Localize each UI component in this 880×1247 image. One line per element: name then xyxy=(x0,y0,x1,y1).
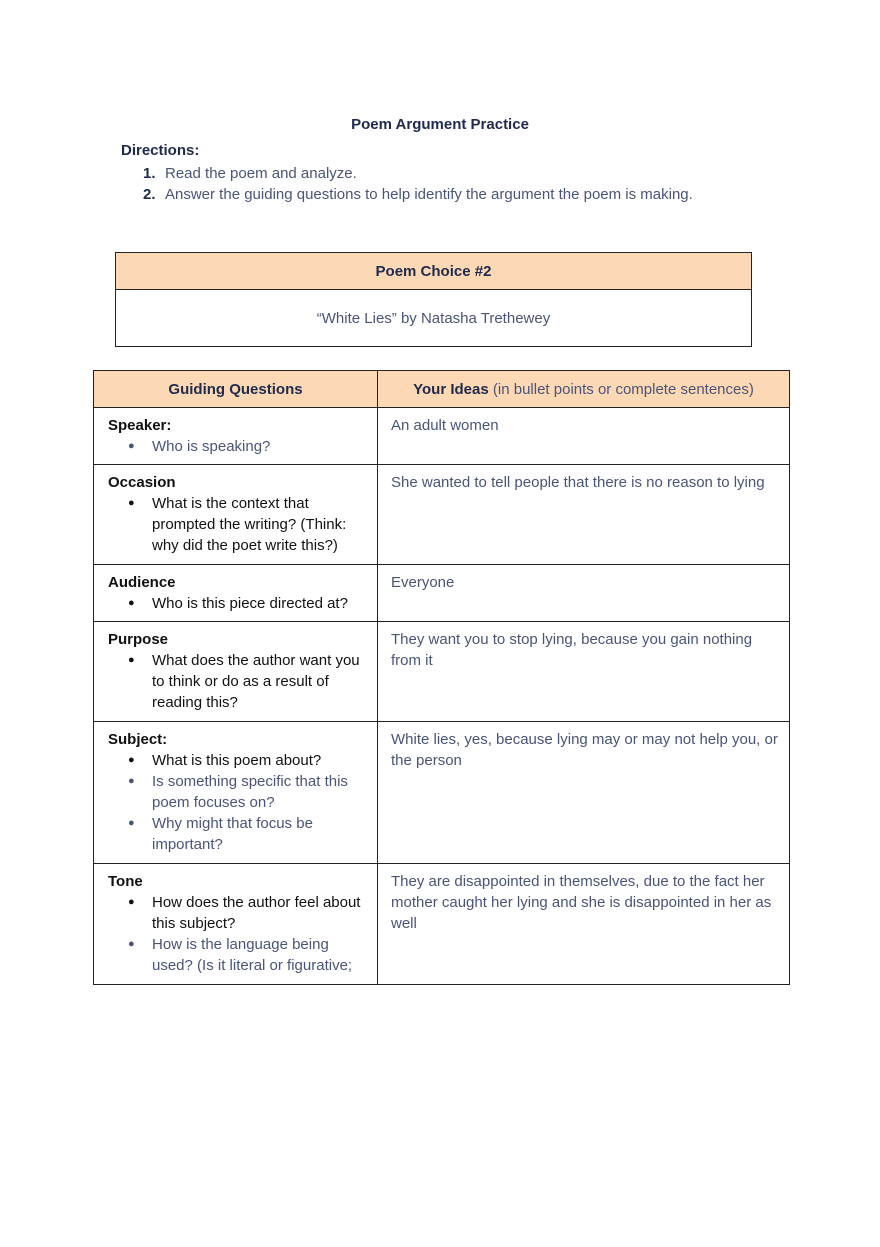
answer-cell: They want you to stop lying, because you gain nothing from it xyxy=(378,622,790,722)
question-item: ● How is the language being used? (Is it literal or figurative; xyxy=(108,934,373,976)
table-row xyxy=(94,864,790,985)
question-list xyxy=(108,892,373,976)
answer-cell: They are disappointed in themselves, due to the fact her mother caught her lying and she is disappointed in her as well xyxy=(378,864,790,985)
poem-choice-table xyxy=(115,252,752,347)
poem-title: “White Lies” by Natasha Trethewey xyxy=(116,290,752,347)
guiding-questions-table xyxy=(93,370,790,985)
row-label: Occasion xyxy=(108,474,176,491)
question-item: ● Who is this piece directed at? xyxy=(108,593,373,614)
directions-label: Directions: xyxy=(121,142,200,159)
direction-item xyxy=(143,184,693,205)
table-row xyxy=(94,465,790,565)
poem-choice-header: Poem Choice #2 xyxy=(116,253,752,290)
direction-text: Read the poem and analyze. xyxy=(165,165,357,182)
question-item: ● What is the context that prompted the writing? (Think: why did the poet write this?) xyxy=(108,493,373,556)
your-ideas-hint: (in bullet points or complete sentences) xyxy=(492,380,754,398)
table-row xyxy=(94,408,790,465)
question-item: ● Why might that focus be important? xyxy=(108,813,373,855)
direction-number: 2. xyxy=(143,186,156,203)
question-list xyxy=(108,436,373,457)
answer-cell: Everyone xyxy=(378,565,790,622)
question-item: ● What does the author want you to think or do as a result of reading this? xyxy=(108,650,373,713)
question-cell xyxy=(94,864,378,985)
table-row xyxy=(94,622,790,722)
question-cell xyxy=(94,565,378,622)
row-label: Speaker: xyxy=(108,417,172,434)
row-label: Tone xyxy=(108,873,143,890)
page-title: Poem Argument Practice xyxy=(351,116,529,133)
guiding-questions-header: Guiding Questions xyxy=(94,371,378,408)
question-list xyxy=(108,493,373,556)
question-item: ● Who is speaking? xyxy=(108,436,373,457)
direction-number: 1. xyxy=(143,165,156,182)
question-item: ● How does the author feel about this subject? xyxy=(108,892,373,934)
your-ideas-header xyxy=(378,371,790,408)
question-item: ● Is something specific that this poem focuses on? xyxy=(108,771,373,813)
question-list xyxy=(108,593,373,614)
question-cell xyxy=(94,465,378,565)
row-label: Purpose xyxy=(108,631,169,648)
question-cell xyxy=(94,622,378,722)
question-cell xyxy=(94,722,378,864)
direction-text: Answer the guiding questions to help identify the argument the poem is making. xyxy=(165,186,693,203)
your-ideas-bold: Your Ideas xyxy=(413,380,489,398)
question-list xyxy=(108,750,373,855)
row-label: Audience xyxy=(108,574,176,591)
answer-cell: She wanted to tell people that there is no reason to lying xyxy=(378,465,790,565)
question-item: ● What is this poem about? xyxy=(108,750,373,771)
answer-cell: White lies, yes, because lying may or may not help you, or the person xyxy=(378,722,790,864)
question-list xyxy=(108,650,373,713)
row-label: Subject: xyxy=(108,731,168,748)
table-row xyxy=(94,722,790,864)
answer-cell: An adult women xyxy=(378,408,790,465)
directions-list xyxy=(143,163,693,205)
table-row xyxy=(94,565,790,622)
question-cell xyxy=(94,408,378,465)
direction-item xyxy=(143,163,693,184)
